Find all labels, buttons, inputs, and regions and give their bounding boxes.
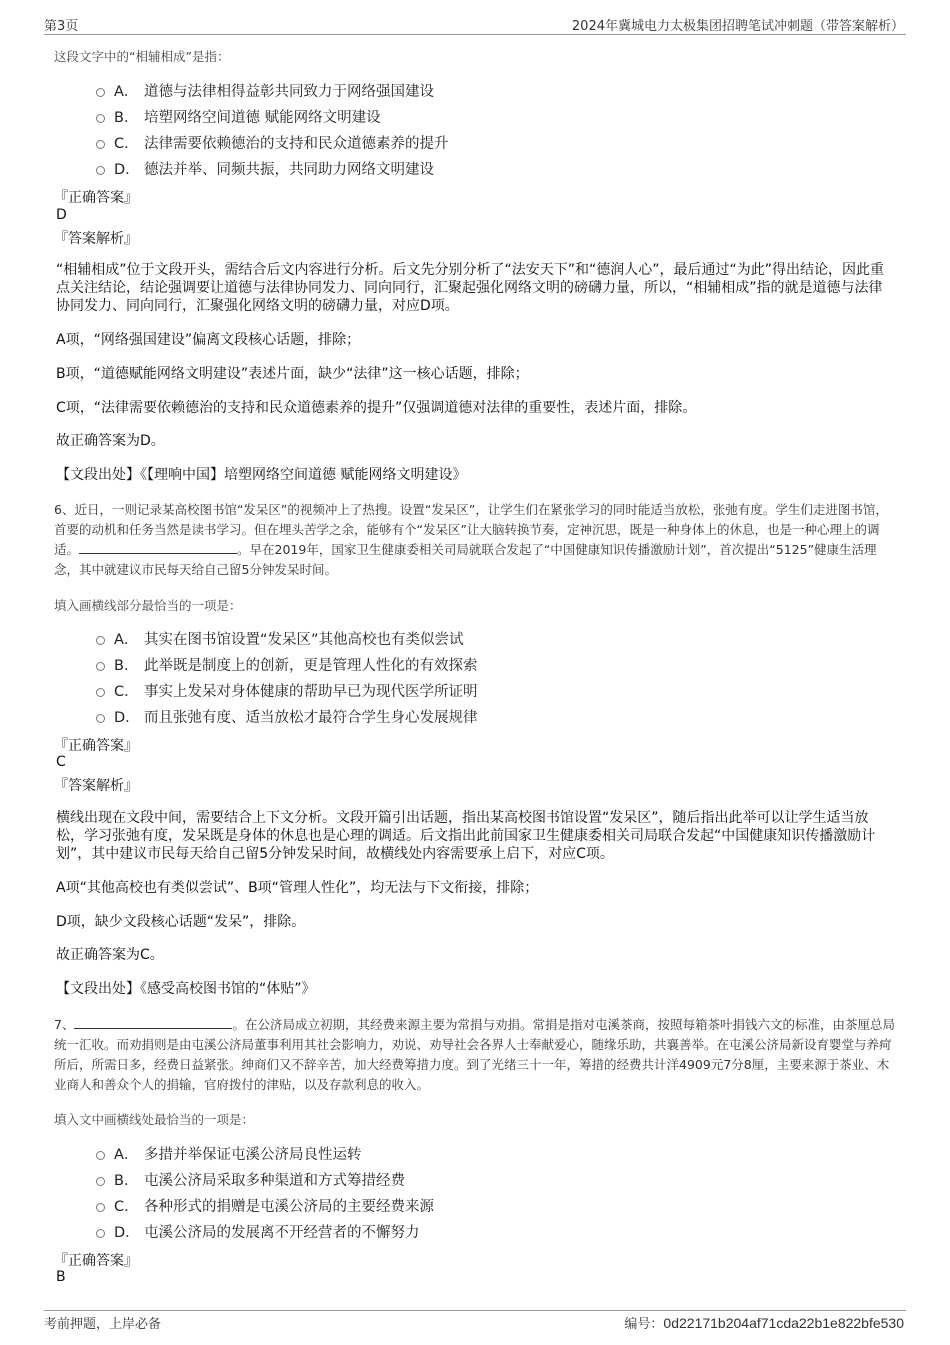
q5-analysis-b: B项，“道德赋能网络文明建设”表述片面，缺少“法律”这一核心话题，排除； — [56, 366, 529, 382]
q7-option-d[interactable] — [96, 1220, 420, 1242]
q6-analysis-label: 『答案解析』 — [54, 778, 138, 794]
radio-icon[interactable] — [96, 1229, 105, 1238]
option-text: 多措并举保证屯溪公济局良性运转 — [144, 1146, 362, 1163]
q6-analysis-paragraph: 横线出现在文段中间，需要结合上下文分析。文段开篇引出话题，指出某高校图书馆设置“发呆区”，随后指出此举可以让学生适当放松，学习张弛有度，发呆既是身体的休息也是心理的调适。后文指出此前国家卫生健康委相关司局联合发起“中国健康知识传播激励计划”，其中建议市民每天给自己留5分钟发呆时间，故横线处内容需要承上启下，对应C项。 — [56, 810, 876, 862]
q6-answer: C — [56, 754, 66, 770]
q5-analysis-paragraph: “相辅相成”位于文段开头，需结合后文内容进行分析。后文先分别分析了“法安天下”和“德润人心”，最后通过“为此”得出结论，因此重点关注结论，结论强调要让道德与法律协同发力、同向同行，汇聚起强化网络文明的磅礴力量，所以，“相辅相成”指的就是道德与法律协同发力、同向同行，汇聚强化网络文明的磅礴力量，对应D项。 — [56, 262, 885, 314]
option-letter: A． — [114, 83, 139, 100]
q7-option-b[interactable] — [96, 1168, 405, 1190]
q5-option-b[interactable] — [96, 105, 381, 127]
option-text: 而且张弛有度、适当放松才最符合学生身心发展规律 — [144, 709, 478, 726]
q5-option-d[interactable] — [96, 157, 434, 179]
option-text: 此举既是制度上的创新，更是管理人性化的有效探索 — [144, 657, 478, 674]
q7-blank — [74, 1016, 232, 1029]
q6-source: 【文段出处】《感受高校图书馆的“体贴”》 — [56, 981, 316, 997]
document-title: 2024年冀城电力太极集团招聘笔试冲刺题（带答案解析） — [571, 19, 904, 34]
option-letter: D． — [114, 1224, 140, 1241]
q7-option-c[interactable] — [96, 1194, 434, 1216]
q6-option-b[interactable] — [96, 653, 478, 675]
q6-option-d[interactable] — [96, 705, 478, 727]
radio-icon[interactable] — [96, 166, 105, 175]
q6-analysis-ab: A项“其他高校也有类似尝试”、B项“管理人性化”，均无法与下文衔接，排除； — [56, 880, 539, 896]
q5-analysis-label: 『答案解析』 — [54, 231, 138, 247]
q5-option-c[interactable] — [96, 131, 449, 153]
radio-icon[interactable] — [96, 662, 105, 671]
q5-source: 【文段出处】《【理响中国】培塑网络空间道德 赋能网络文明建设》 — [56, 467, 467, 483]
option-text: 事实上发呆对身体健康的帮助早已为现代医学所证明 — [144, 683, 478, 700]
q6-analysis-conclusion: 故正确答案为C。 — [56, 947, 164, 963]
q7-answer-label: 『正确答案』 — [54, 1253, 138, 1269]
radio-icon[interactable] — [96, 114, 105, 123]
header-divider — [44, 34, 906, 35]
option-text: 屯溪公济局采取多种渠道和方式筹措经费 — [144, 1172, 405, 1189]
q5-answer-label: 『正确答案』 — [54, 190, 138, 206]
option-text: 各种形式的捐赠是屯溪公济局的主要经费来源 — [144, 1198, 434, 1215]
radio-icon[interactable] — [96, 1177, 105, 1186]
q6-analysis-d: D项，缺少文段核心话题“发呆”，排除。 — [56, 914, 306, 930]
radio-icon[interactable] — [96, 140, 105, 149]
q7-prompt: 填入文中画横线处最恰当的一项是： — [54, 1112, 255, 1127]
option-letter: A． — [114, 631, 139, 648]
option-text: 其实在图书馆设置“发呆区”其他高校也有类似尝试 — [144, 631, 464, 648]
option-letter: D． — [114, 161, 140, 178]
q6-prompt: 填入画横线部分最恰当的一项是： — [54, 598, 242, 613]
option-letter: C． — [114, 683, 139, 700]
option-text: 屯溪公济局的发展离不开经营者的不懈努力 — [144, 1224, 420, 1241]
option-letter: D． — [114, 709, 140, 726]
q5-analysis-a: A项，“网络强国建设”偏离文段核心话题，排除； — [56, 332, 361, 348]
radio-icon[interactable] — [96, 88, 105, 97]
option-letter: B． — [114, 657, 139, 674]
option-letter: B． — [114, 1172, 139, 1189]
q7-question-text — [54, 1015, 899, 1095]
q6-answer-label: 『正确答案』 — [54, 738, 138, 754]
q5-analysis-c: C项，“法律需要依赖德治的支持和民众道德素养的提升”仅强调道德对法律的重要性，表述片面，排除。 — [56, 400, 697, 416]
option-letter: C． — [114, 1198, 139, 1215]
option-letter: C． — [114, 135, 139, 152]
code-value: 0d22171b204af71cda22b1e822bfe530 — [663, 1315, 904, 1331]
radio-icon[interactable] — [96, 688, 105, 697]
page-number: 第3页 — [44, 19, 79, 34]
footer-slogan: 考前押题，上岸必备 — [44, 1317, 162, 1332]
option-letter: A． — [114, 1146, 139, 1163]
q6-text-before: 6、近日，一则记录某高校图书馆“发呆区”的视频冲上了热搜。设置“发呆区”，让学生们在紧张学习的同时能适当放松，张弛有度。学生们走进图书馆，首要的动机和任务当然是读书学习。但在埋头苦学之余，能够有个“发呆区”让大脑转换节奏，定神沉思，既是一种身体上的休息，也是一种心理上的调适。 — [54, 502, 888, 557]
document-code — [624, 1313, 904, 1332]
option-text: 法律需要依赖德治的支持和民众道德素养的提升 — [144, 135, 449, 152]
q6-question-text — [54, 500, 899, 580]
radio-icon[interactable] — [96, 636, 105, 645]
q7-option-a[interactable] — [96, 1142, 362, 1164]
option-text: 道德与法律相得益彰共同致力于网络强国建设 — [144, 83, 434, 100]
footer-divider — [44, 1310, 906, 1311]
q6-option-c[interactable] — [96, 679, 478, 701]
q6-text-after: 。早在2019年，国家卫生健康委相关司局就联合发起了“中国健康知识传播激励计划”，首次提出“5125”健康生活理念，其中就建议市民每天给自己留5分钟发呆时间。 — [54, 542, 877, 577]
q5-answer: D — [56, 207, 67, 223]
q7-number: 7、 — [54, 1017, 75, 1032]
q5-prompt: 这段文字中的“相辅相成”是指： — [54, 49, 230, 64]
q7-text-after: 。在公济局成立初期，其经费来源主要为常捐与劝捐。常捐是指对屯溪茶商，按照每箱茶叶捐钱六文的标准，由茶厘总局统一汇收。而劝捐则是由屯溪公济局董事利用其社会影响力，劝说、劝导社会各界人士奉献爱心，随缘乐助，共襄善举。在屯溪公济局新设育婴堂与养疴所后，所需日多，经费日益紧张。绅商们又不辞辛苦，加大经费筹措力度。到了光绪三十一年，筹措的经费共计洋4909元7分8厘，主要来源于茶业、木业商人和善众个人的捐输，官府拨付的津贴，以及存款利息的收入。 — [54, 1017, 895, 1092]
q5-option-a[interactable] — [96, 79, 434, 101]
q7-answer: B — [56, 1269, 66, 1285]
radio-icon[interactable] — [96, 714, 105, 723]
option-text: 培塑网络空间道德 赋能网络文明建设 — [144, 109, 381, 126]
code-label: 编号： — [624, 1317, 664, 1332]
radio-icon[interactable] — [96, 1151, 105, 1160]
q6-blank — [79, 541, 237, 554]
q5-analysis-conclusion: 故正确答案为D。 — [56, 433, 165, 449]
option-letter: B． — [114, 109, 139, 126]
option-text: 德法并举、同频共振，共同助力网络文明建设 — [144, 161, 434, 178]
radio-icon[interactable] — [96, 1203, 105, 1212]
q6-option-a[interactable] — [96, 627, 464, 649]
